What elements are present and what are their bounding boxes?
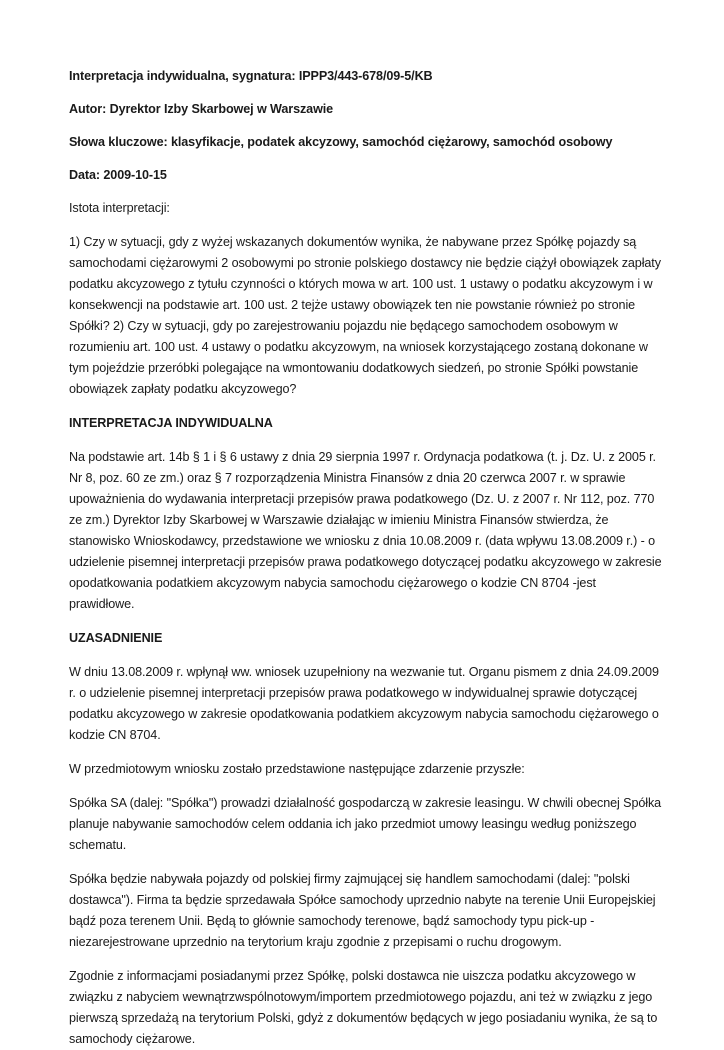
interpretation-paragraph: Na podstawie art. 14b § 1 i § 6 ustawy z dnia 29 sierpnia 1997 r. Ordynacja podatkowa (t. j. Dz. U. z 2005 r. Nr 8, poz. 60 ze zm.) oraz § 7 rozporządzenia Ministra Finansów z dnia 20 czerwca 2007 r. w sprawie upoważnienia do wydawania interpretacji przepisów prawa podatkowego (Dz. U. z 2007 r. Nr 112, poz. 770 ze zm.) Dyrektor Izby Skarbowej w Warszawie działając w imieniu Ministra Finansów stwierdza, że stanowisko Wnioskodawcy, przedstawione we wniosku z dnia 10.08.2009 r. (data wpływu 13.08.2009 r.) - o udzielenie pisemnej interpretacji przepisów prawa podatkowego dotyczącej podatku akcyzowego w zakresie opodatkowania podatkiem akcyzowym nabycia samochodu ciężarowego o kodzie CN 8704 -jest prawidłowe. [69,450,662,611]
keywords-line: Słowa kluczowe: klasyfikacje, podatek akcyzowy, samochód ciężarowy, samochód osobowy [69,135,613,149]
interpretation-heading: INTERPRETACJA INDYWIDUALNA [69,416,273,430]
signature-line: Interpretacja indywidualna, sygnatura: IPPP3/443-678/09-5/KB [69,69,433,83]
date-line: Data: 2009-10-15 [69,168,167,182]
justification-paragraph: Spółka będzie nabywała pojazdy od polskiej firmy zajmującej się handlem samochodami (dalej: "polski dostawca"). Firma ta będzie sprzedawała Spółce samochody uprzednio nabyte na terenie Unii Europejskiej bądź poza terenem Unii. Będą to głównie samochody terenowe, bądź samochody typu pick-up - niezarejestrowane uprzednio na terytorium kraju zgodnie z przepisami o ruchu drogowym. [69,872,656,949]
author-line: Autor: Dyrektor Izby Skarbowej w Warszawie [69,102,334,116]
justification-paragraph: Zgodnie z informacjami posiadanymi przez Spółkę, polski dostawca nie uiszcza podatku akcyzowego w związku z nabyciem wewnątrzwspólnotowym/importem przedmiotowego pojazdu, ani też w związku z jego pierwszą sprzedażą na terytorium Polski, gdyż z dokumentów będących w jego posiadaniu wynika, że są to samochody ciężarowe. [69,969,658,1046]
essence-label: Istota interpretacji: [69,201,170,215]
essence-paragraph: 1) Czy w sytuacji, gdy z wyżej wskazanych dokumentów wynika, że nabywane przez Spółkę pojazdy są samochodami ciężarowymi 2 osobowymi po stronie polskiego dostawcy nie będzie ciążył obowiązek zapłaty podatku akcyzowego z tytułu czynności o których mowa w art. 100 ust. 1 ustawy o podatku akcyzowym i w konsekwencji na podstawie art. 100 ust. 2 tejże ustawy obowiązek ten nie powstanie również po stronie Spółki? 2) Czy w sytuacji, gdy po zarejestrowaniu pojazdu nie będącego samochodem osobowym w rozumieniu art. 100 ust. 4 ustawy o podatku akcyzowym, na wniosek korzystającego zostaną dokonane w tym pojeździe przeróbki polegające na wmontowaniu dodatkowych siedzeń, po stronie Spółki powstanie obowiązek zapłaty podatku akcyzowego? [69,235,661,396]
justification-paragraph: W przedmiotowym wniosku zostało przedstawione następujące zdarzenie przyszłe: [69,762,525,776]
justification-heading: UZASADNIENIE [69,631,163,645]
justification-paragraph: Spółka SA (dalej: "Spółka") prowadzi działalność gospodarczą w zakresie leasingu. W chwili obecnej Spółka planuje nabywanie samochodów celem oddania ich jako przedmiot umowy leasingu według poniższego schematu. [69,796,662,852]
justification-paragraph: W dniu 13.08.2009 r. wpłynął ww. wniosek uzupełniony na wezwanie tut. Organu pismem z dnia 24.09.2009 r. o udzielenie pisemnej interpretacji przepisów prawa podatkowego w indywidualnej sprawie dotyczącej podatku akcyzowego w zakresie opodatkowania podatkiem akcyzowym nabycia samochodu ciężarowego o kodzie CN 8704. [69,665,659,742]
